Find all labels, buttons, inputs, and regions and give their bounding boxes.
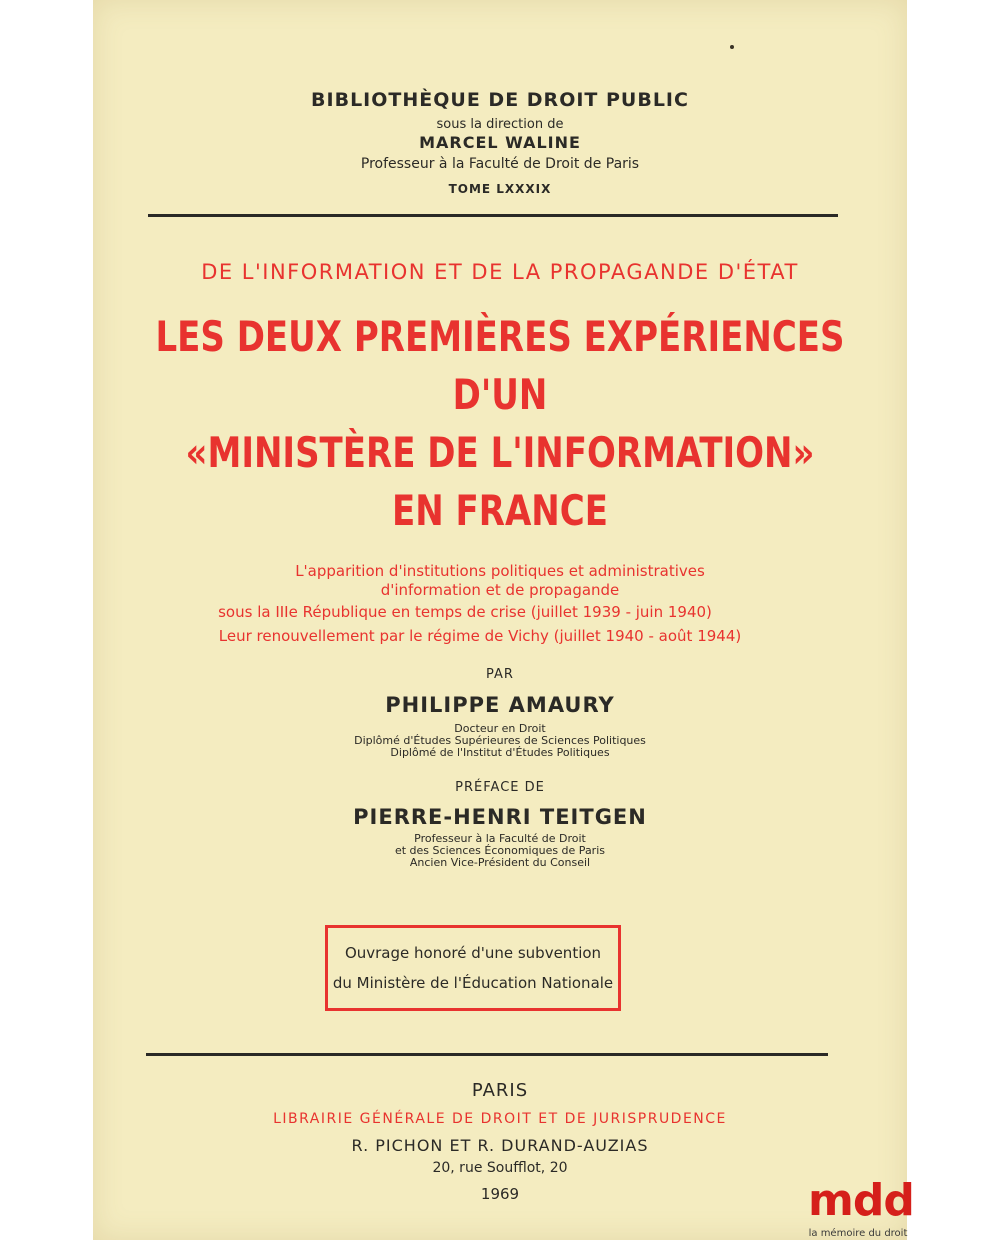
title-line-4: EN FRANCE [392, 486, 608, 535]
subsidy-line-2: du Ministère de l'Éducation Nationale [332, 974, 614, 992]
description-line-4: Leur renouvellement par le régime de Vichy (juillet 1940 - août 1944) [218, 627, 742, 645]
author-credential: Docteur en Droit [454, 722, 546, 735]
series-title: BIBLIOTHÈQUE DE DROIT PUBLIC [311, 89, 689, 111]
book-cover [93, 0, 914, 1240]
preface-credential: et des Sciences Économiques de Paris [394, 844, 605, 857]
paper-speck [730, 45, 734, 49]
subsidy-line-1: Ouvrage honoré d'une subvention [344, 944, 602, 962]
description-line-1: L'apparition d'institutions politiques et administratives [295, 562, 705, 580]
series-director: MARCEL WALINE [419, 133, 581, 152]
title-kicker: DE L'INFORMATION ET DE LA PROPAGANDE D'ÉTAT [201, 260, 799, 284]
publisher-name: LIBRAIRIE GÉNÉRALE DE DROIT ET DE JURISPRUDENCE [273, 1111, 727, 1127]
subsidy-notice-box [325, 925, 621, 1011]
printer-name: R. PICHON ET R. DURAND-AUZIAS [351, 1136, 649, 1155]
mdd-logo-caption: la mémoire du droit [808, 1228, 908, 1239]
author-credential: Diplômé d'Études Supérieures de Sciences Politiques [354, 734, 646, 747]
bottom-divider [146, 1053, 828, 1056]
direction-note: sous la direction de [436, 117, 564, 132]
description-line-3: sous la IIIe République en temps de crise (juillet 1939 - juin 1940) [218, 603, 712, 621]
preface-credential: Ancien Vice-Président du Conseil [409, 856, 591, 869]
mdd-logo: mdd [808, 1175, 914, 1226]
title-line-1: LES DEUX PREMIÈRES EXPÉRIENCES [155, 312, 845, 361]
volume-number: TOME LXXXIX [448, 182, 552, 196]
publication-year: 1969 [480, 1185, 520, 1203]
preface-label: PRÉFACE DE [455, 780, 545, 795]
title-line-3: «MINISTÈRE DE L'INFORMATION» [185, 428, 815, 477]
top-divider [148, 214, 838, 217]
author-name: PHILIPPE AMAURY [385, 693, 615, 717]
publication-city: PARIS [471, 1080, 529, 1101]
preface-credential: Professeur à la Faculté de Droit [414, 832, 586, 845]
title-line-2: D'UN [452, 370, 548, 419]
author-credential: Diplômé de l'Institut d'Études Politiques [390, 746, 610, 759]
publisher-address: 20, rue Soufflot, 20 [432, 1160, 568, 1176]
preface-author-name: PIERRE-HENRI TEITGEN [353, 805, 647, 829]
director-title: Professeur à la Faculté de Droit de Paris [360, 156, 640, 172]
by-label: PAR [486, 667, 514, 682]
description-line-2: d'information et de propagande [380, 581, 620, 599]
